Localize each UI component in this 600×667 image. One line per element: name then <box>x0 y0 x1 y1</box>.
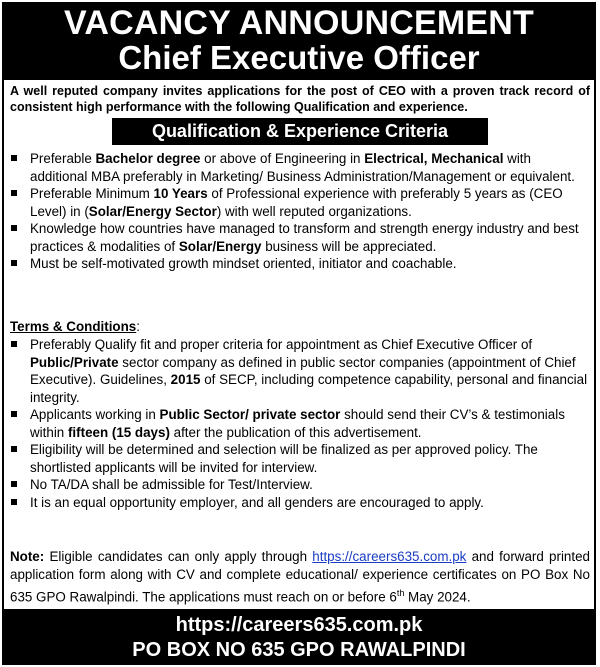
bullet-icon <box>11 155 17 161</box>
list-item: Preferable Bachelor degree or above of Engineering in Electrical, Mechanical with additional MBA preferably in Marketing/ Business Administration/Management or equivalent. <box>10 150 590 185</box>
list-item: It is an equal opportunity employer, and all genders are encouraged to apply. <box>10 494 590 512</box>
terms-heading: Terms & Conditions: <box>10 319 140 334</box>
footer-url[interactable]: https://careers635.com.pk <box>175 614 423 636</box>
footer-address: PO BOX NO 635 GPO RAWALPINDI <box>132 639 466 661</box>
bullet-icon <box>11 260 17 266</box>
criteria-list <box>10 150 590 273</box>
criteria-heading: Qualification & Experience Criteria <box>112 118 488 145</box>
bullet-icon <box>11 411 17 417</box>
bullet-icon <box>11 446 17 452</box>
bullet-icon <box>11 190 17 196</box>
list-item: Preferably Qualify fit and proper criteria for appointment as Chief Executive Officer of Public/Private sector company as defined in public sector companies (appointment of Chief Executive). Guidelines, 2015 of SECP, including competence capability, personal and financial integrity. <box>10 336 590 406</box>
footer-banner <box>2 609 596 665</box>
bullet-icon <box>11 341 17 347</box>
intro-paragraph: A well reputed company invites applications for the post of CEO with a proven track record of consistent high performance with the following Qualification and experience. <box>10 84 590 114</box>
bullet-icon <box>11 225 17 231</box>
list-item: No TA/DA shall be admissible for Test/Interview. <box>10 476 590 494</box>
list-item: Preferable Minimum 10 Years of Professional experience with preferably 5 years as (CEO Level) in (Solar/Energy Sector) with well reputed organizations. <box>10 185 590 220</box>
list-item: Must be self-motivated growth mindset oriented, initiator and coachable. <box>10 255 590 273</box>
list-item: Knowledge how countries have managed to transform and strength energy industry and best practices & modalities of Solar/Energy business will be appreciated. <box>10 220 590 255</box>
header-banner <box>2 2 596 80</box>
bullet-icon <box>11 481 17 487</box>
bullet-icon <box>11 499 17 505</box>
announcement-title: VACANCY ANNOUNCEMENT <box>64 4 534 42</box>
careers-link[interactable]: https://careers635.com.pk <box>312 549 467 564</box>
list-item: Applicants working in Public Sector/ private sector should send their CV’s & testimonials within fifteen (15 days) after the publication of this advertisement. <box>10 406 590 441</box>
position-title: Chief Executive Officer <box>118 39 480 76</box>
list-item: Eligibility will be determined and selection will be finalized as per approved policy. The shortlisted applicants will be invited for interview. <box>10 441 590 476</box>
note-label: Note: <box>10 549 45 564</box>
terms-list <box>10 336 590 511</box>
note-paragraph: Note: Eligible candidates can only apply through https://careers635.com.pk and forward printed application form along with CV and complete educational/ experience certificates on PO Box No 635 GPO Rawalpindi. The applications must reach on or before 6th May 2024. <box>10 549 590 605</box>
